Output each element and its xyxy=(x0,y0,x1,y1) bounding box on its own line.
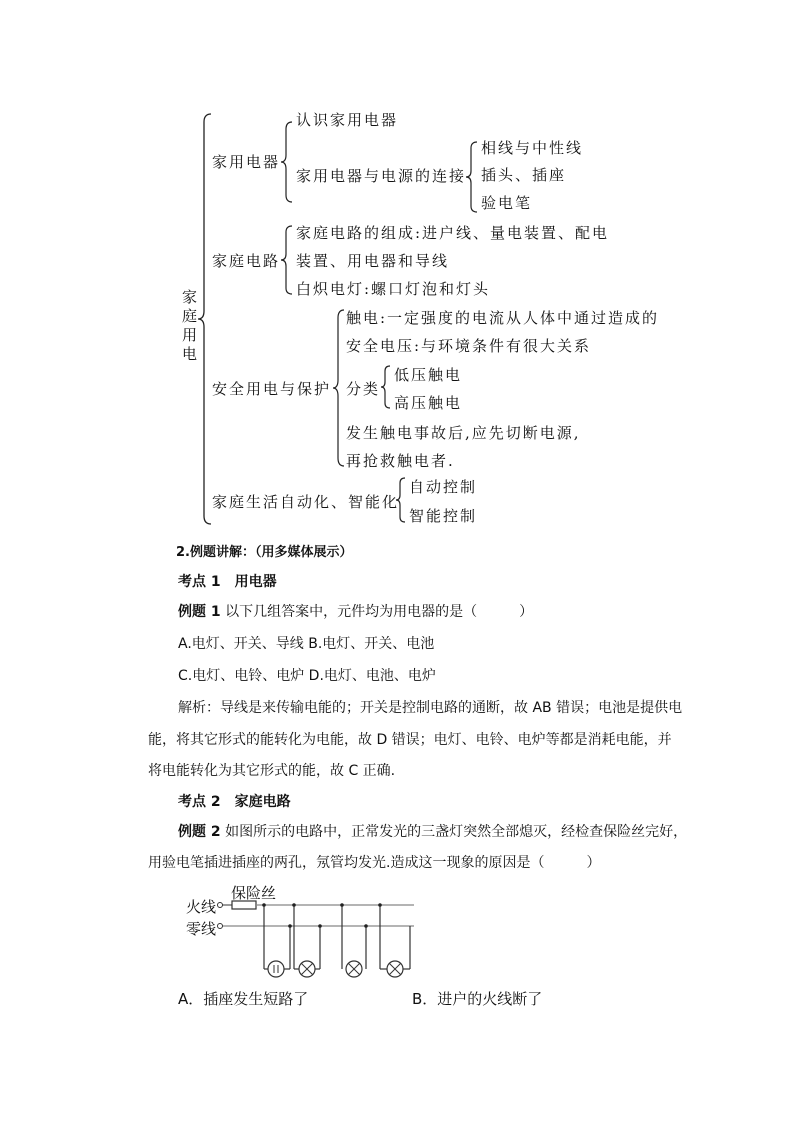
safety-line-5: 再抢救触电者. xyxy=(346,452,455,470)
topic-1-heading: 考点 1 用电器 xyxy=(178,574,277,590)
appliances-connect: 家用电器与电源的连接 xyxy=(296,167,467,185)
fuse-label: 保险丝 xyxy=(231,884,277,902)
branch-appliances: 家用电器 xyxy=(212,153,281,171)
option-b: B．进户的火线断了 xyxy=(412,990,543,1008)
circuit-diagram xyxy=(184,880,420,980)
connect-item-1: 相线与中性线 xyxy=(481,139,584,157)
safety-line-4: 发生触电事故后,应先切断电源, xyxy=(346,424,581,442)
automation-item-2: 智能控制 xyxy=(409,507,478,525)
example-1-option-line-2: C.电灯、电铃、电炉 D.电灯、电池、电炉 xyxy=(178,668,436,684)
example-2 xyxy=(178,821,687,841)
classify-item-1: 低压触电 xyxy=(394,366,463,384)
topic-2-heading: 考点 2 家庭电路 xyxy=(178,794,291,810)
brace-appliances xyxy=(281,122,293,202)
safety-classify-label: 分类 xyxy=(346,380,381,398)
option-a: A．插座发生短路了 xyxy=(178,990,309,1008)
example-2-label: 例题 2 xyxy=(178,824,221,840)
connect-item-2: 插头、插座 xyxy=(481,166,567,184)
safety-line-1: 触电:一定强度的电流从人体中通过造成的 xyxy=(346,309,660,327)
live-wire-label: 火线 xyxy=(186,898,217,916)
analysis-line-2: 能，将其它形式的能转化为电能，故 D 错误；电灯、电铃、电炉等都是消耗电能，并 xyxy=(148,732,672,748)
brace-safety xyxy=(333,310,345,466)
circuit-line-2: 装置、用电器和导线 xyxy=(296,252,450,270)
branch-safety: 安全用电与保护 xyxy=(212,380,332,398)
brace-connect xyxy=(466,142,478,212)
analysis-line-3: 将电能转化为其它形式的能，故 C 正确. xyxy=(148,763,396,779)
classify-item-2: 高压触电 xyxy=(394,394,463,412)
brace-circuit xyxy=(281,226,293,294)
safety-line-2: 安全电压:与环境条件有很大关系 xyxy=(346,337,592,355)
neutral-wire-label: 零线 xyxy=(186,920,217,938)
circuit-line-3: 白炽电灯:螺口灯泡和灯头 xyxy=(296,280,491,298)
automation-item-1: 自动控制 xyxy=(409,478,478,496)
socket xyxy=(268,961,284,977)
example-1-text: 以下几组答案中，元件均为用电器的是（ ） xyxy=(225,604,534,620)
example-1-option-line-1: A.电灯、开关、导线 B.电灯、开关、电池 xyxy=(178,636,435,652)
circuit-line-1: 家庭电路的组成:进户线、量电装置、配电 xyxy=(296,224,610,242)
main-brace xyxy=(198,114,212,524)
branch-automation: 家庭生活自动化、智能化 xyxy=(212,493,400,511)
example-2-text-1: 如图所示的电路中，正常发光的三盏灯突然全部熄灭，经检查保险丝完好， xyxy=(225,824,688,840)
example-1-label: 例题 1 xyxy=(178,604,221,620)
branch-circuit: 家庭电路 xyxy=(212,252,281,270)
analysis-line-1: 解析：导线是来传输电能的；开关是控制电路的通断，故 AB 错误；电池是提供电 xyxy=(178,700,683,716)
appliances-know: 认识家用电器 xyxy=(296,111,399,129)
connect-item-3: 验电笔 xyxy=(481,194,533,212)
brace-classify xyxy=(381,366,391,408)
brace-automation xyxy=(396,478,406,522)
example-2-text-2: 用验电笔插进插座的两孔，氖管均发光.造成这一现象的原因是（ ） xyxy=(148,855,601,871)
section-heading: 2.例题讲解：（用多媒体展示） xyxy=(176,545,353,560)
example-1 xyxy=(178,601,533,621)
root-label: 家庭用电 xyxy=(182,288,198,363)
